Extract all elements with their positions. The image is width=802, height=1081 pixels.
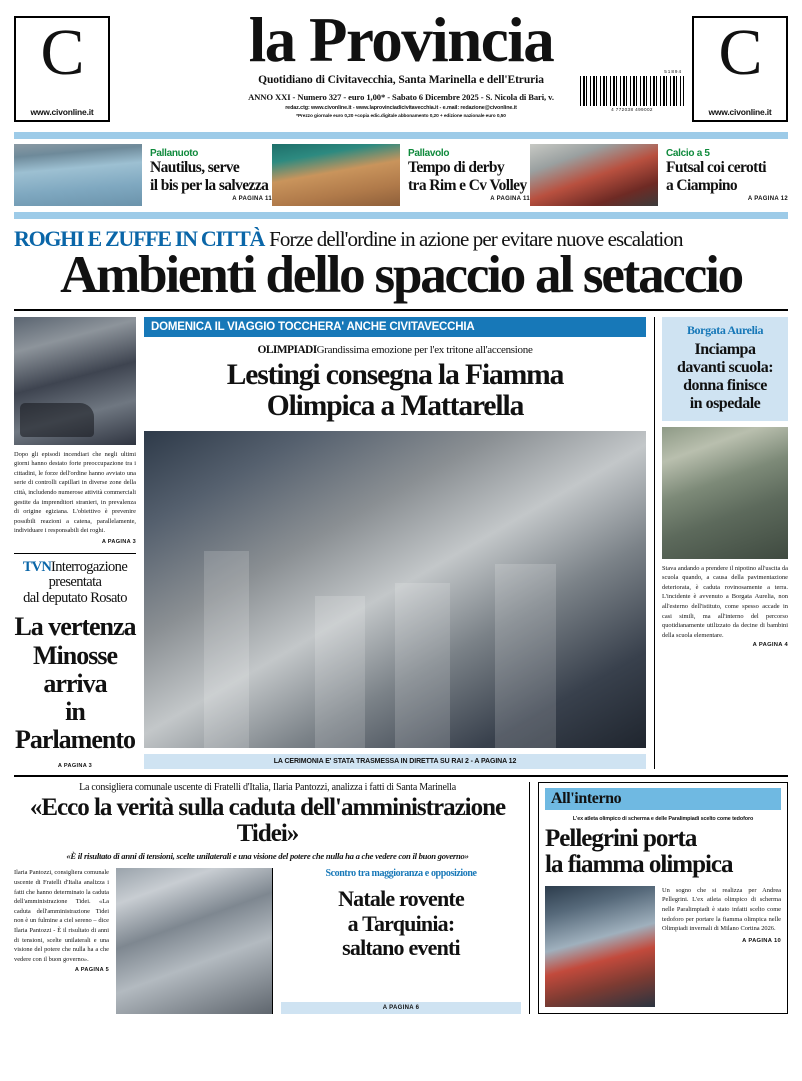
right-headline-line1: Inciampa [694, 340, 756, 358]
right-column-body: Stava andando a prendere il nipotino all'uscita da scuola quando, a causa della pavimentazione deteriorata, è caduta rovinosamente a terra. L'incidente è avvenuto a Borgata Aurelia, non all'esterno dell'istituto, come spesso accade in casi simili, ma all'interno del percorso quotidianamente utilizzato da decine di bambini della scuola elementare. [662, 564, 788, 639]
barcode [580, 69, 684, 116]
sports-page-ref: A PAGINA 11 [232, 195, 272, 202]
center-column [136, 317, 654, 769]
all-interno-kicker: L'ex atleta olimpico di scherma e delle Paralimpiadi scelto come tedoforo [572, 815, 754, 822]
masthead-right [611, 16, 788, 122]
logo-url-left[interactable]: www.civonline.it [30, 107, 94, 117]
barcode-bars [580, 76, 684, 106]
right-headline-box[interactable] [662, 317, 788, 421]
tvn-headline-line2: Minosse [33, 640, 117, 670]
bottom-left-article [14, 782, 529, 1014]
sports-headline-line1: Nautilus, serve [150, 159, 240, 177]
right-headline-line3: donna finisce [683, 376, 767, 394]
divider-above-tvn [14, 553, 136, 554]
council-meeting-photo [116, 868, 272, 1014]
all-interno-headline-line2: la fiamma olimpica [545, 851, 733, 879]
center-blue-band: DOMENICA IL VIAGGIO TOCCHERA' ANCHE CIVITAVECCHIA [144, 317, 646, 337]
school-pavement-photo [662, 427, 788, 559]
lead-kicker-black: Forze dell'ordine in azione per evitare nuove escalation [269, 227, 683, 251]
sports-headline-line1: Tempo di derby [408, 159, 505, 177]
sports-headline-line2: il bis per la salvezza [150, 176, 269, 194]
all-interno-headline-line1: Pellegrini porta [545, 824, 697, 852]
bottom-section [14, 782, 788, 1014]
sports-headline-line2: tra Rim e Cv Volley [408, 176, 527, 194]
sports-item-pallavolo[interactable] [272, 144, 530, 206]
sports-item-calcio-a-5[interactable] [530, 144, 788, 206]
bottom-left-page-ref[interactable]: A PAGINA 5 [74, 967, 109, 974]
bottom-left-text-column [14, 868, 116, 1014]
rule-below-lead [14, 309, 788, 311]
bottom-center-article[interactable] [272, 868, 521, 1014]
main-grid [14, 317, 788, 769]
all-interno-body-wrap [655, 886, 781, 1007]
newspaper-subtitle: Quotidiano di Civitavecchia, Santa Marinella e dell'Etruria [258, 73, 544, 86]
blue-divider-below-sports [14, 212, 788, 219]
center-kicker [144, 344, 646, 356]
sports-strip [14, 144, 788, 206]
photo-figure [315, 596, 365, 748]
water-polo-pool-photo [14, 144, 142, 206]
newspaper-title: la Provincia [248, 5, 554, 75]
logo-box-left[interactable] [14, 16, 110, 122]
logo-box-right[interactable] [692, 16, 788, 122]
lead-headline[interactable]: Ambienti dello spaccio al setaccio [60, 246, 742, 304]
center-photo-caption: LA CERIMONIA E' STATA TRASMESSA IN DIRETTA SU RAI 2 - A PAGINA 12 [144, 754, 646, 769]
blue-divider-top [14, 132, 788, 139]
all-interno-headline[interactable] [545, 826, 781, 879]
sports-kicker: Calcio a 5 [666, 148, 710, 160]
contact-line: redaz.ctg: www.civonline.it - www.laprovinciadicivitavecchia.it - e.mail: redazione@civonline.it [285, 104, 517, 111]
all-interno-section [529, 782, 788, 1014]
left-column-page-ref[interactable]: A PAGINA 3 [101, 538, 136, 545]
tvn-kicker-rest: Interrogazione presentata [48, 558, 128, 591]
rule-above-bottom [14, 775, 788, 777]
right-headline-line4: in ospedale [689, 394, 761, 412]
logo-letter-left: C [40, 16, 84, 89]
tvn-page-ref[interactable]: A PAGINA 3 [57, 762, 93, 769]
photo-figure [395, 583, 450, 748]
tvn-headline-line4: in Parlamento [15, 696, 135, 754]
right-column-page-ref[interactable]: A PAGINA 4 [752, 642, 788, 649]
tvn-kicker [14, 560, 136, 591]
bottom-center-headline [281, 887, 521, 960]
sports-kicker: Pallanuoto [150, 148, 199, 160]
left-column-body: Dopo gli episodi incendiari che negli ultimi giorni hanno destato forte preoccupazione tra i cittadini, le forze dell'ordine hanno avviato una serie di controlli capillari in diverse zone della città, includendo numerose attività commerciali gestite da imprenditori stranieri, in prevalenza di origine egiziana. L'obiettivo è prevenire possibili reazioni a catena, parallelamente, individuare i responsabili dei roghi. [14, 450, 136, 535]
lead-kicker-blue: ROGHI E ZUFFE IN CITTÀ [14, 226, 265, 251]
sports-headline-line1: Futsal coi cerotti [666, 159, 766, 177]
right-column [654, 317, 788, 769]
bottom-center-headline-line3: saltano eventi [342, 934, 460, 960]
burned-car-photo [14, 317, 136, 445]
sports-kicker: Pallavolo [408, 148, 450, 160]
center-headline[interactable] [144, 360, 646, 423]
pellegrini-athlete-photo [545, 886, 655, 1007]
left-column [14, 317, 136, 769]
all-interno-body: Un sogno che si realizza per Andrea Pellegrini. L'ex atleta olimpico di scherma nelle Paralimpiadi è stato infatti scelto come tedoforo per portare la fiamma olimpica nelle Olimpiadi invernali di Milano Cortina 2026. [662, 886, 781, 933]
tvn-headline-line1: La vertenza [14, 612, 136, 642]
volleyball-team-photo [272, 144, 400, 206]
center-kicker-rest: Grandissima emozione per l'ex tritone all'accensione [316, 343, 533, 356]
bottom-left-subtitle: «È il risultato di anni di tensioni, scelte unilaterali e una visione del potere che nulla ha a che vedere con il buon governo» [66, 851, 469, 862]
center-headline-line1: Lestingi consegna la Fiamma [226, 358, 564, 391]
bottom-center-headline-line2: a Tarquinia: [347, 910, 455, 936]
price-note: *Prezzo giornale euro 0,20 +copia edic.digitale abbonamento 0,20 + edizione nazionale euro 0,50 [296, 113, 506, 119]
bottom-center-kicker: Scontro tra maggioranza e opposizione [325, 868, 477, 880]
masthead [14, 0, 788, 126]
tvn-headline[interactable] [14, 613, 136, 753]
all-interno-band: All'interno [545, 788, 781, 810]
all-interno-page-ref[interactable]: A PAGINA 10 [742, 937, 781, 944]
issue-line: ANNO XXI - Numero 327 - euro 1,00* - Sabato 6 Dicembre 2025 - S. Nicola di Bari, v. [248, 91, 554, 102]
tvn-label: TVN [22, 558, 52, 575]
center-kicker-bold: OLIMPIADI [257, 343, 317, 356]
olympic-torch-ceremony-photo [144, 431, 646, 748]
barcode-number: 4 772038 499002 [611, 107, 653, 112]
bottom-left-body: Ilaria Pantozzi, consigliera comunale uscente di Fratelli d'Italia analizza i fatti che hanno determinato la caduta dell'amministrazione Tidei. «La caduta dell'amministrazione Tidei non è un fulmine a ciel sereno – dice Ilaria Pantozzi - È il risultato di anni di tensioni, scelte unilaterali e una visione del potere che nulla ha a che vedere con il buon governo». [14, 869, 109, 963]
barcode-top-number: 51894 [664, 69, 682, 74]
center-headline-line2: Olimpica a Mattarella [266, 390, 524, 423]
tvn-kicker-line2: dal deputato Rosato [23, 589, 127, 606]
sports-page-ref: A PAGINA 12 [747, 195, 788, 202]
logo-url-right[interactable]: www.civonline.it [708, 107, 772, 117]
bottom-left-headline[interactable]: «Ecco la verità sulla caduta dell'amministrazione Tidei» [29, 793, 506, 848]
right-kicker: Borgata Aurelia [686, 322, 764, 337]
sports-page-ref: A PAGINA 11 [490, 195, 530, 202]
sports-item-pallanuoto[interactable] [14, 144, 272, 206]
right-headline-line2: davanti scuola: [676, 358, 774, 376]
photo-figure [495, 564, 555, 748]
logo-letter-right: C [718, 16, 762, 89]
sports-headline-line2: a Ciampino [666, 176, 738, 194]
bottom-center-headline-line1: Natale rovente [338, 886, 464, 912]
bottom-left-kicker: La consigliera comunale uscente di Fratelli d'Italia, Ilaria Pantozzi, analizza i fatti di Santa Marinella [79, 781, 456, 793]
right-headline [667, 341, 783, 413]
futsal-players-photo [530, 144, 658, 206]
tvn-headline-line3: arriva [43, 668, 107, 698]
bottom-center-page-ref: A PAGINA 6 [281, 1002, 521, 1014]
photo-figure [204, 551, 249, 747]
